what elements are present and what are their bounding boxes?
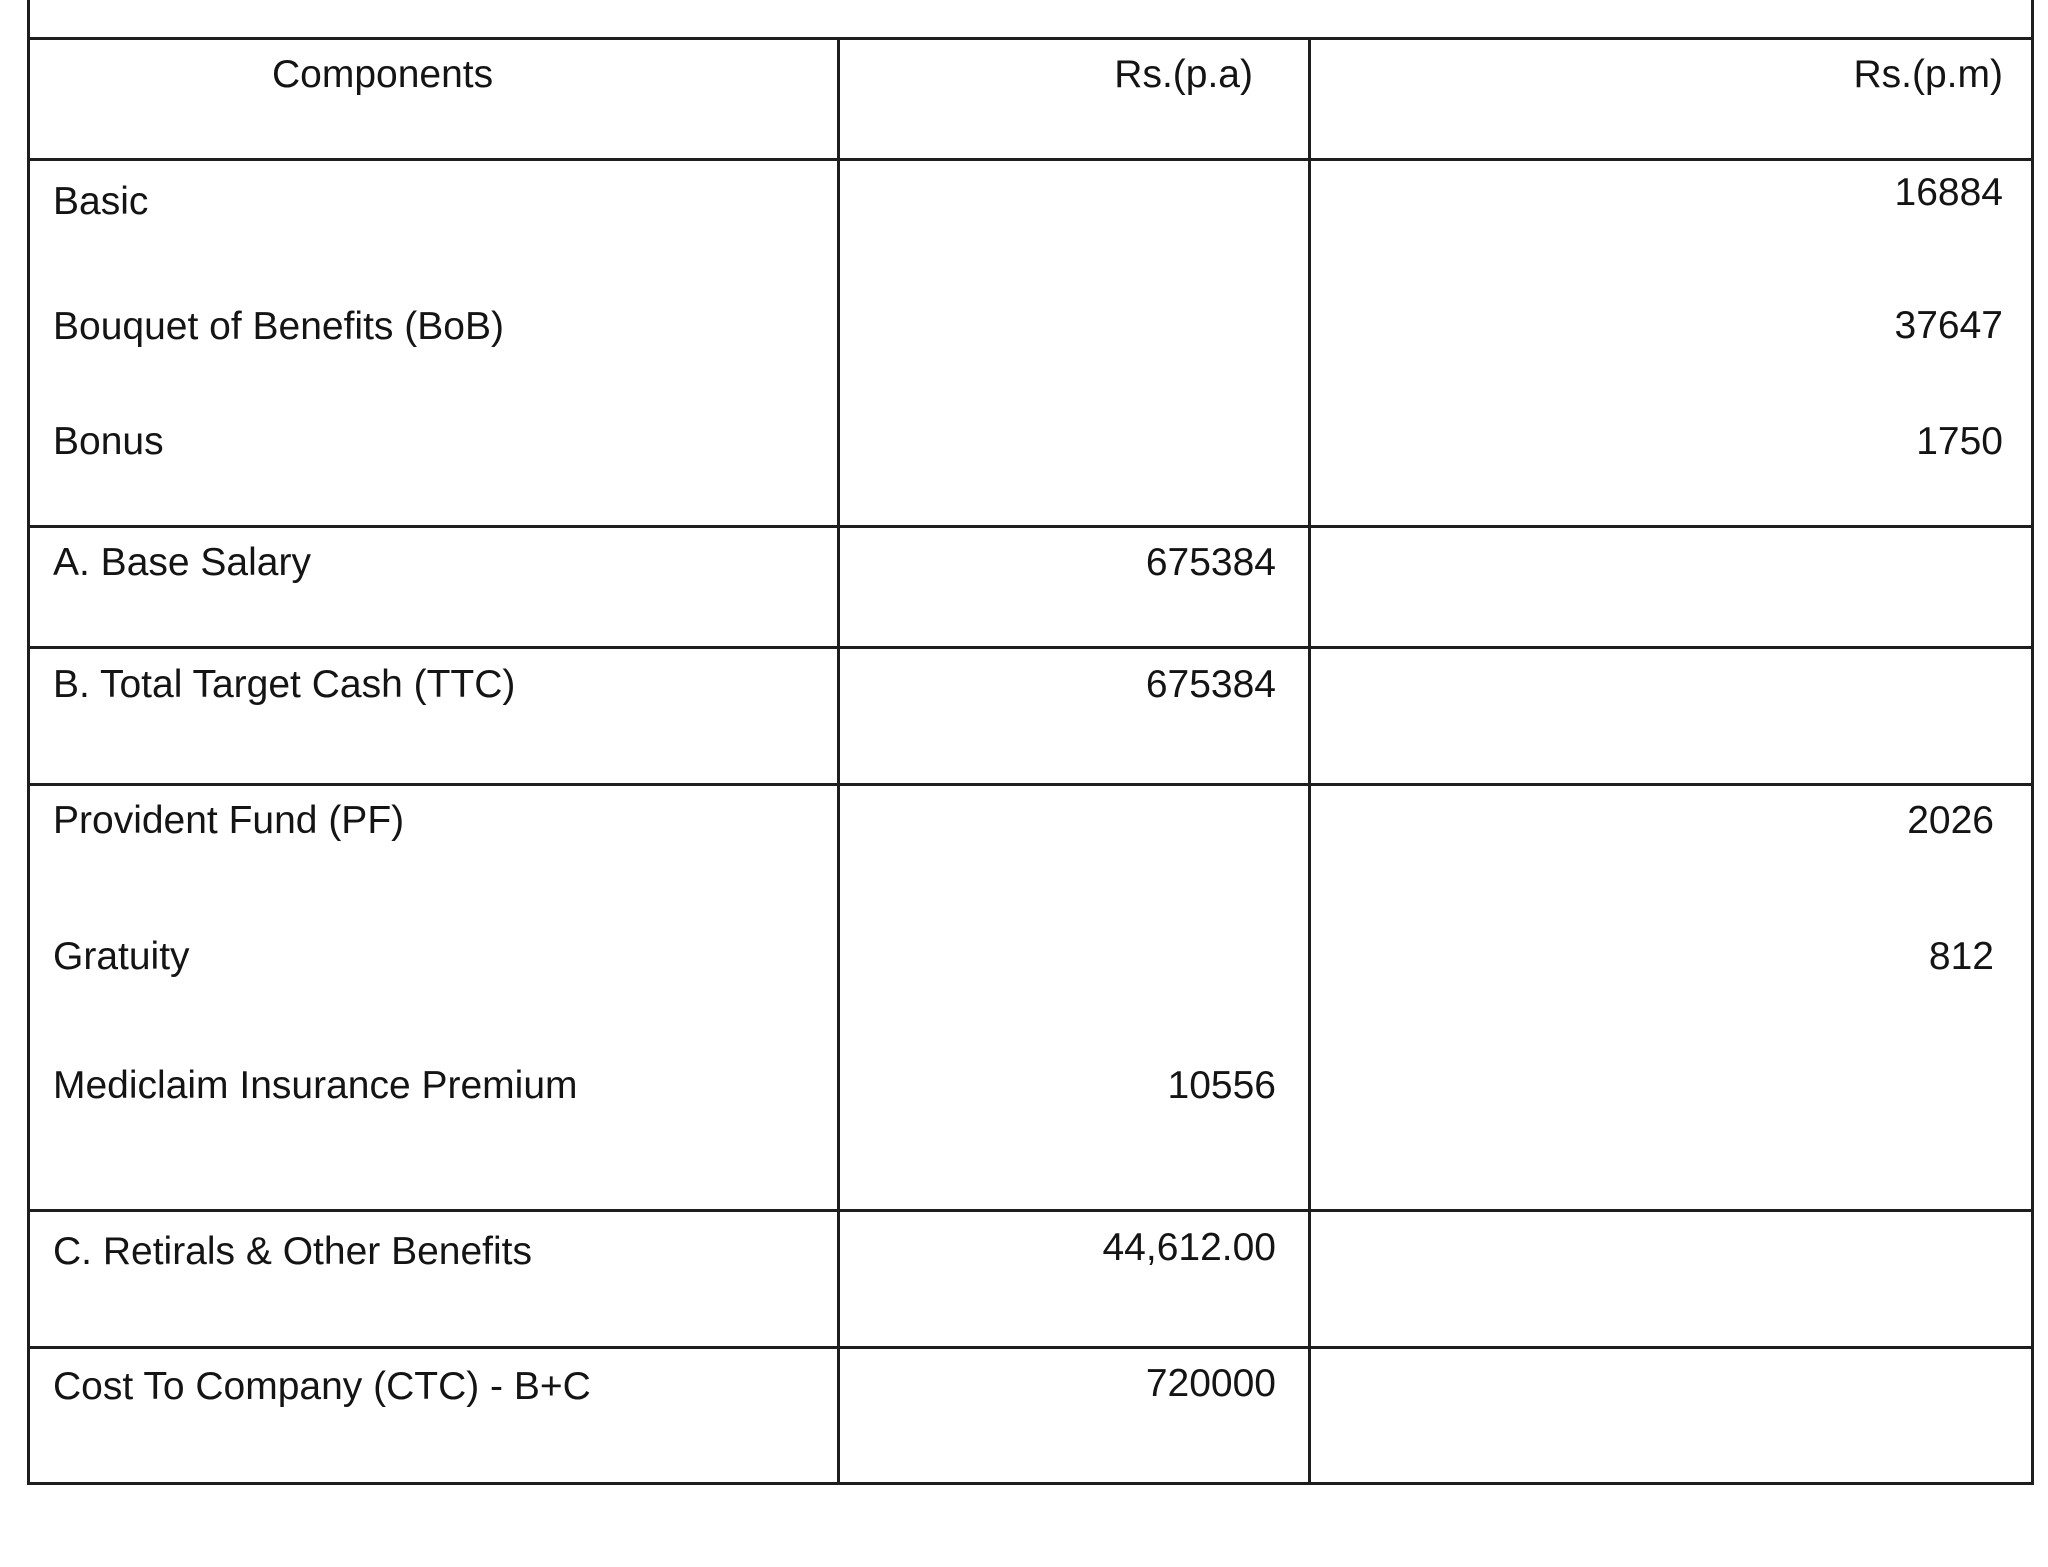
table-border-line <box>27 1346 2034 1349</box>
table-border-line <box>2031 0 2034 1485</box>
row-label-ttc: B. Total Target Cash (TTC) <box>53 663 516 706</box>
table-border-line <box>27 0 30 1485</box>
row-pm-bonus: 1750 <box>1916 420 2003 463</box>
header-components: Components <box>272 53 494 96</box>
table-border-line <box>27 646 2034 649</box>
table-column-divider <box>1308 37 1311 1485</box>
row-pa-mediclaim: 10556 <box>1167 1064 1276 1107</box>
row-label-basic: Basic <box>53 180 149 223</box>
table-border-line <box>27 525 2034 528</box>
row-label-ctc: Cost To Company (CTC) - B+C <box>53 1365 591 1408</box>
row-pa-retirals: 44,612.00 <box>1102 1226 1276 1269</box>
row-pa-ctc: 720000 <box>1145 1362 1276 1405</box>
row-pm-bob: 37647 <box>1894 304 2003 347</box>
row-label-bob: Bouquet of Benefits (BoB) <box>53 305 504 348</box>
table-border-line <box>27 37 2034 40</box>
row-label-retirals: C. Retirals & Other Benefits <box>53 1230 533 1273</box>
row-pm-basic: 16884 <box>1894 171 2003 214</box>
row-label-base-salary: A. Base Salary <box>53 541 311 584</box>
row-pa-base-salary: 675384 <box>1145 541 1276 584</box>
header-per-month: Rs.(p.m) <box>1853 53 2003 96</box>
row-label-pf: Provident Fund (PF) <box>53 799 405 842</box>
row-label-gratuity: Gratuity <box>53 935 190 978</box>
row-pa-ttc: 675384 <box>1145 663 1276 706</box>
table-border-line <box>27 1209 2034 1212</box>
table-border-line <box>27 158 2034 161</box>
row-pm-pf: 2026 <box>1907 799 1994 842</box>
table-border-line <box>27 1482 2034 1485</box>
row-pm-gratuity: 812 <box>1928 935 1994 978</box>
table-column-divider <box>837 37 840 1485</box>
row-label-bonus: Bonus <box>53 420 164 463</box>
header-per-annum: Rs.(p.a) <box>1114 53 1253 96</box>
table-border-line <box>27 783 2034 786</box>
row-label-mediclaim: Mediclaim Insurance Premium <box>53 1064 578 1107</box>
